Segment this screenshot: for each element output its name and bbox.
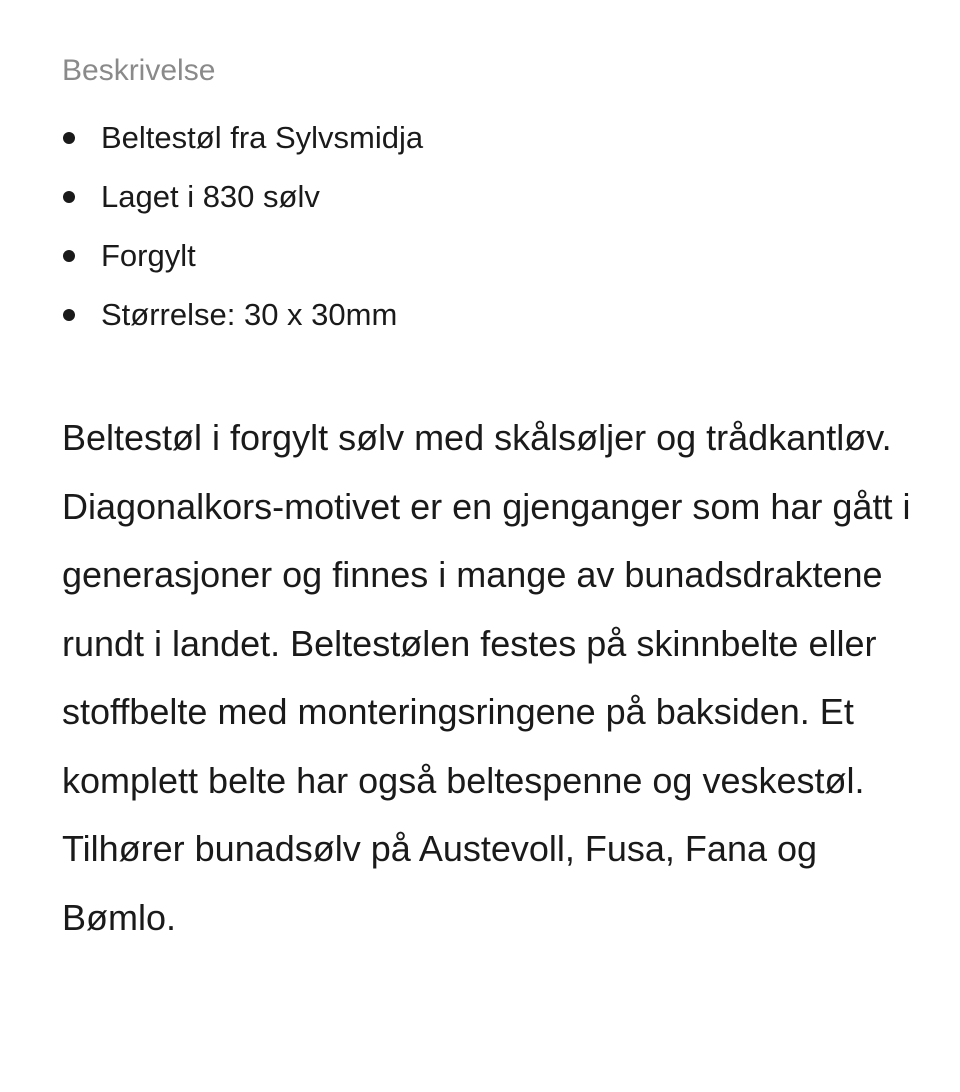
feature-list <box>62 108 423 344</box>
bullet-icon <box>63 191 75 203</box>
section-heading: Beskrivelse <box>62 54 216 87</box>
product-description: Beltestøl i forgylt sølv med skålsøljer og trådkantløv. Diagonalkors-motivet er en gjenganger som har gått i generasjoner og finnes i mange av bunadsdraktene rundt i landet. Beltestølen festes på skinnbelte eller stoffbelte med monteringsringene på baksiden. Et komplett belte har også beltespenne og veskestøl. Tilhører bunadsølv på Austevoll, Fusa, Fana og Bømlo. <box>62 417 911 938</box>
bullet-icon <box>63 132 75 144</box>
list-item <box>62 167 423 226</box>
list-item <box>62 226 423 285</box>
bullet-icon <box>63 250 75 262</box>
list-item-text: Beltestøl fra Sylvsmidja <box>101 119 424 155</box>
list-item <box>62 285 423 344</box>
list-item <box>62 108 423 167</box>
list-item-text: Størrelse: 30 x 30mm <box>101 296 398 332</box>
bullet-icon <box>63 309 75 321</box>
list-item-text: Laget i 830 sølv <box>101 178 320 214</box>
list-item-text: Forgylt <box>101 237 196 273</box>
